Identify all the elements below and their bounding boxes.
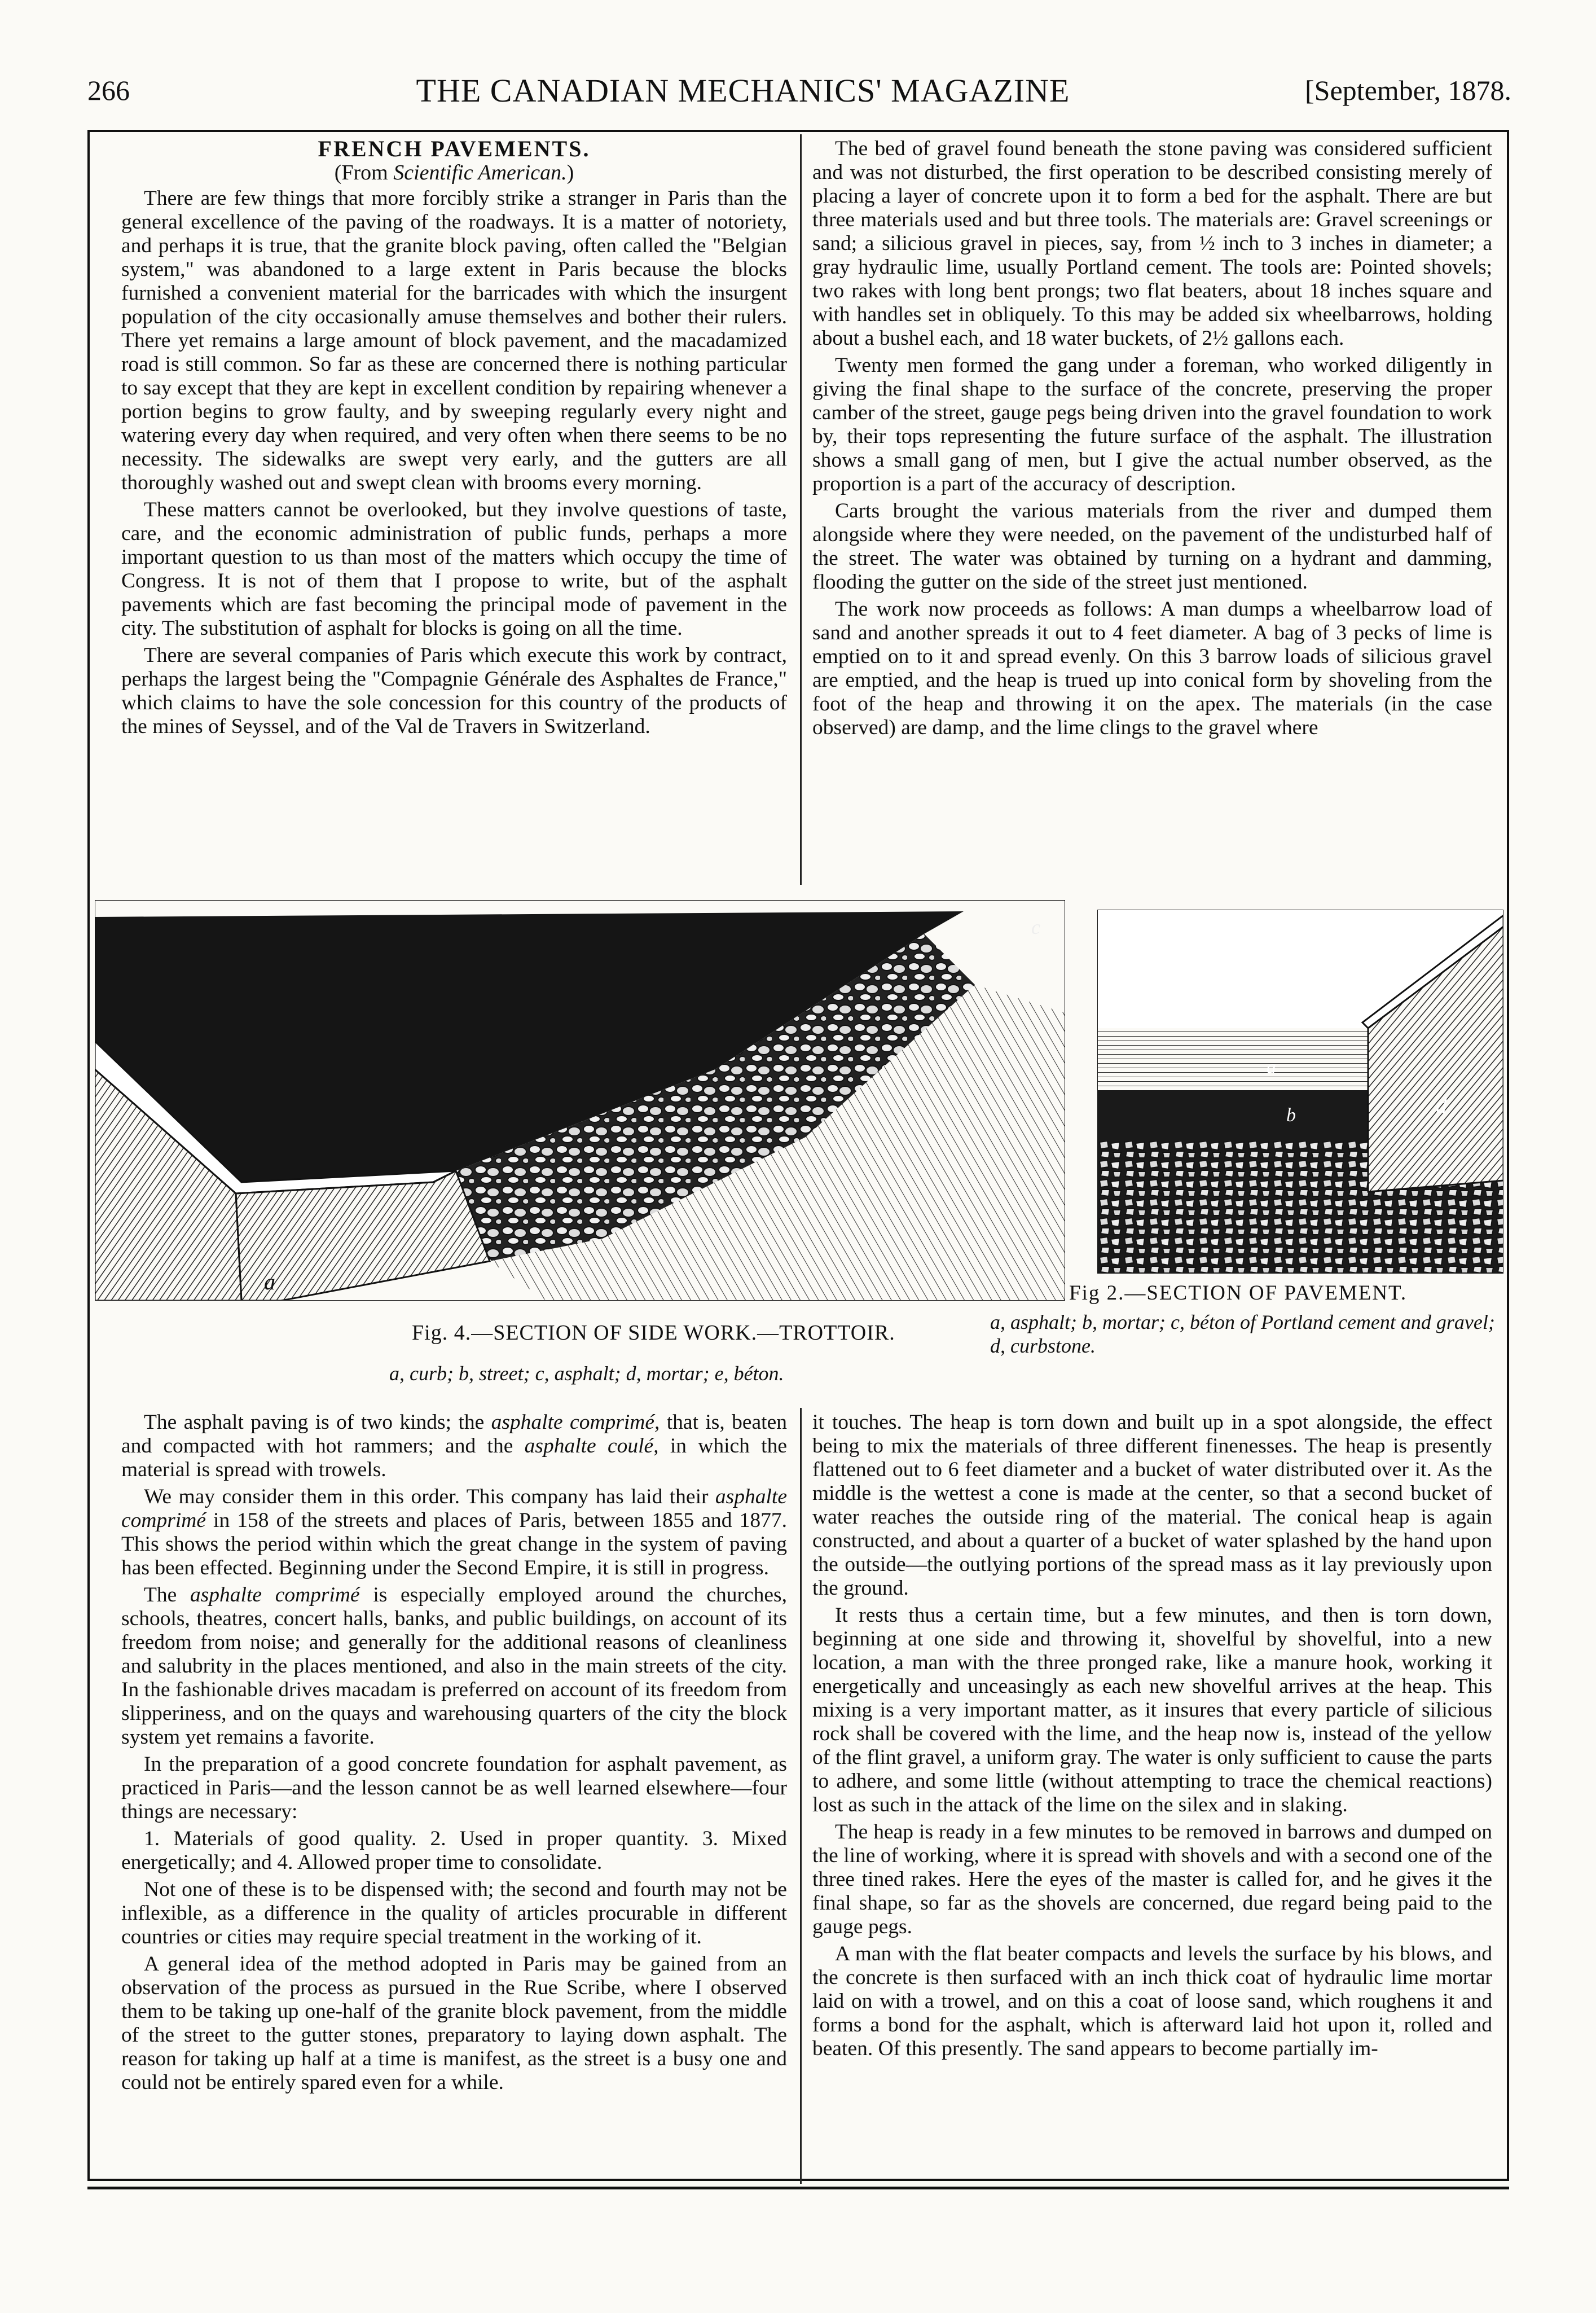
paragraph: The work now proceeds as follows: A man dumps a wheelbarrow load of sand and another spreads it out to 4 feet diameter. A bag of 3 pecks of lime is emptied on to it and spread evenly. On this 3 barrow loads of silicious gravel are emptied, and the heap is trued up into conical form by shoveling from the foot of the heap and throwing it on the apex. The materials (in the case observed) are damp, and the lime clings to the gravel where <box>812 598 1492 739</box>
paragraph: There are few things that more forcibly strike a stranger in Paris than the general excellence of the paving of the roadways. It is a matter of notoriety, and perhaps it is true, that the granite block paving, often called the "Belgian system," was abandoned to a large extent in Paris because the blocks furnished a convenient material for the barricades with which the insurgent population of the city occasionally amuse themselves and bother their rulers. There yet remains a large amount of block pavement, and the macadamized road is still common. So far as these are concerned there is nothing particular to say except that they are kept in excellent condition by repairing whenever a portion begins to grow faulty, and by sweeping regularly every night and watering every day when required, and very often when there seems to be no necessity. The sidewalks are swept very early, and the gutters are all thoroughly washed out and swept clean with brooms every morning. <box>121 187 787 494</box>
paragraph: It rests thus a certain time, but a few minutes, and then is torn down, beginning at one side and throwing it, shovelful by shovelful, into a new location, a man with the three pronged rake, like a manure hook, working it energetically and unceasingly as each new shovelful arrives at the heap. This mixing is a very important matter, as it insures that every particle of silicious rock shall be covered with the lime, and the heap now is, instead of the yellow of the flint gravel, a uniform gray. The water is only sufficient to cause the parts to adhere, and some little (without attempting to trace the chemical reactions) lost as such in the attack of the lime on the silex and in slaking. <box>812 1604 1492 1816</box>
paragraph: The asphalt paving is of two kinds; the asphalte comprimé, that is, beaten and compacted with hot rammers; and the asphalte coulé, in which the material is spread with trowels. <box>121 1411 787 1481</box>
paragraph: The bed of gravel found beneath the stone paving was considered sufficient and was not disturbed, the first operation to be described consisting merely of placing a layer of concrete upon it to form a bed for the asphalt. There are but three materials used and but three tools. The materials are: Gravel screenings or sand; a silicious gravel in pieces, say, from ½ inch to 3 inches in diameter; a gray hydraulic lime, usually Portland cement. The tools are: Pointed shovels; two rakes with long bent prongs; two flat beaters, about 18 inches square and with handles set in obliquely. To this may be added six wheelbarrows, holding about a bushel each, and 18 water buckets, of 2½ gallons each. <box>812 137 1492 350</box>
figure-2-label-b: b <box>1286 1105 1296 1126</box>
paragraph: it touches. The heap is torn down and built up in a spot alongside, the effect being to mix the materials of three different finenesses. The heap is presently flattened out to 6 feet diameter and a bucket of water distributed over it. As the middle is the wettest a cone is made at the center, so that a second bucket of water reaches the outside ring of the material. The conical heap is again constructed, and about a quarter of a bucket of water splashed by the hand upon the outside—the outlying portions of the spread mass as it lay previously upon the ground. <box>812 1411 1492 1600</box>
paragraph: These matters cannot be overlooked, but they involve questions of taste, care, and the economic administration of public funds, perhaps a more important question to us than most of the matters which occupy the time of Congress. It is not of them that I propose to write, but of the asphalt pavements which are fast becoming the principal mode of pavement in the city. The substitution of asphalt for blocks is going on all the time. <box>121 498 787 640</box>
figure-4-label-a: a <box>264 1269 275 1294</box>
paragraph: In the preparation of a good concrete foundation for asphalt pavement, as practiced in Paris—and the lesson cannot be as well learned elsewhere—four things are necessary: <box>121 1753 787 1823</box>
paragraph: There are several companies of Paris which execute this work by contract, perhaps the largest being the "Compagnie Générale des Asphaltes de France," which claims to have the sole concession for this country of the products of the mines of Seyssel, and of the Val de Travers in Switzerland. <box>121 644 787 738</box>
paragraph: Twenty men formed the gang under a foreman, who worked diligently in giving the final shape to the surface of the concrete, preserving the proper camber of the street, gauge pegs being driven into the gravel foundation to work by, their tops representing the future surface of the asphalt. The illustration shows a small gang of men, but I give the actual number observed, as the proportion is a part of the accuracy of description. <box>812 354 1492 495</box>
journal-title: THE CANADIAN MECHANICS' MAGAZINE <box>416 72 1070 109</box>
paragraph: Carts brought the various materials from the river and dumped them alongside where they were needed, on the pavement of the undisturbed half of the street. The water was obtained by turning on a hydrant and damming, flooding the gutter on the side of the street just mentioned. <box>812 499 1492 594</box>
figure-4-label-c: c <box>1031 916 1040 938</box>
paragraph: We may consider them in this order. This company has laid their asphalte comprimé in 158 of the streets and places of Paris, between 1855 and 1877. This shows the period within which the great change in the system of paving has been effected. Beginning under the Second Empire, it is still in progress. <box>121 1485 787 1579</box>
issue-date: [September, 1878. <box>1305 74 1511 106</box>
column-bottom-left <box>121 1411 787 2098</box>
figure-2-legend: a, asphalt; b, mortar; c, béton of Portland cement and gravel; d, curbstone. <box>990 1311 1495 1357</box>
column-rule-top <box>800 134 802 885</box>
page-number: 266 <box>87 74 130 106</box>
figure-2-caption: Fig 2.—SECTION OF PAVEMENT. <box>1069 1281 1408 1305</box>
paragraph: The heap is ready in a few minutes to be removed in barrows and dumped on the line of working, where it is spread with shovels and with a second one of the three tined rakes. Here the eyes of the master is called for, and he gives it the final shape, so far as the shovels are concerned, due regard being paid to the gauge pegs. <box>812 1820 1492 1938</box>
paragraph: A general idea of the method adopted in Paris may be gained from an observation of the process as pursued in the Rue Scribe, where I observed them to be taking up one-half of the granite block pavement, from the middle of the street to the gutter stones, preparatory to laying down asphalt. The reason for taking up half at a time is manifest, as the street is a busy one and could not be entirely spared even for a while. <box>121 1952 787 2094</box>
column-rule-bottom <box>800 1408 802 2184</box>
figure-2-label-d: d <box>1436 1092 1447 1118</box>
paragraph: The asphalte comprimé is especially employed around the churches, schools, theatres, concert halls, banks, and public buildings, on account of its freedom from noise; and generally for the additional reasons of cleanliness and salubrity in the places mentioned, and also in the main streets of the city. In the fashionable drives macadam is preferred on account of its freedom from slipperiness, and on the quays and warehousing quarters of the city the block system yet remains a favorite. <box>121 1583 787 1749</box>
paragraph: Not one of these is to be dispensed with; the second and fourth may not be inflexible, as a difference in the quality of articles procurable in different countries or cities may require special treatment in the working of it. <box>121 1878 787 1948</box>
article-heading: FRENCH PAVEMENTS. <box>318 136 591 161</box>
figure-2-pavement-section-illustration <box>1097 910 1503 1274</box>
column-top-right <box>812 137 1492 743</box>
article-source: (From Scientific American.) <box>334 161 574 185</box>
bottom-rule <box>87 2187 1509 2189</box>
column-top-left <box>121 137 787 742</box>
figure-4-legend: a, curb; b, street; c, asphalt; d, mortar; e, béton. <box>389 1362 784 1385</box>
figure-4-caption: Fig. 4.—SECTION OF SIDE WORK.—TROTTOIR. <box>412 1321 895 1345</box>
figure-4-side-work-illustration <box>95 900 1065 1301</box>
running-header <box>87 68 1511 113</box>
paragraph: 1. Materials of good quality. 2. Used in proper quantity. 3. Mixed energetically; and 4. Allowed proper time to consolidate. <box>121 1827 787 1874</box>
column-bottom-right <box>812 1411 1492 2064</box>
paragraph: A man with the flat beater compacts and levels the surface by his blows, and the concrete is then surfaced with an inch thick coat of hydraulic lime mortar laid on with a trowel, and on this a coat of loose sand, which roughens it and forms a bond for the asphalt, which is afterward laid hot upon it, rolled and beaten. Of this presently. The sand appears to become partially im- <box>812 1942 1492 2060</box>
figure-2-label-a: a <box>1267 1057 1276 1078</box>
